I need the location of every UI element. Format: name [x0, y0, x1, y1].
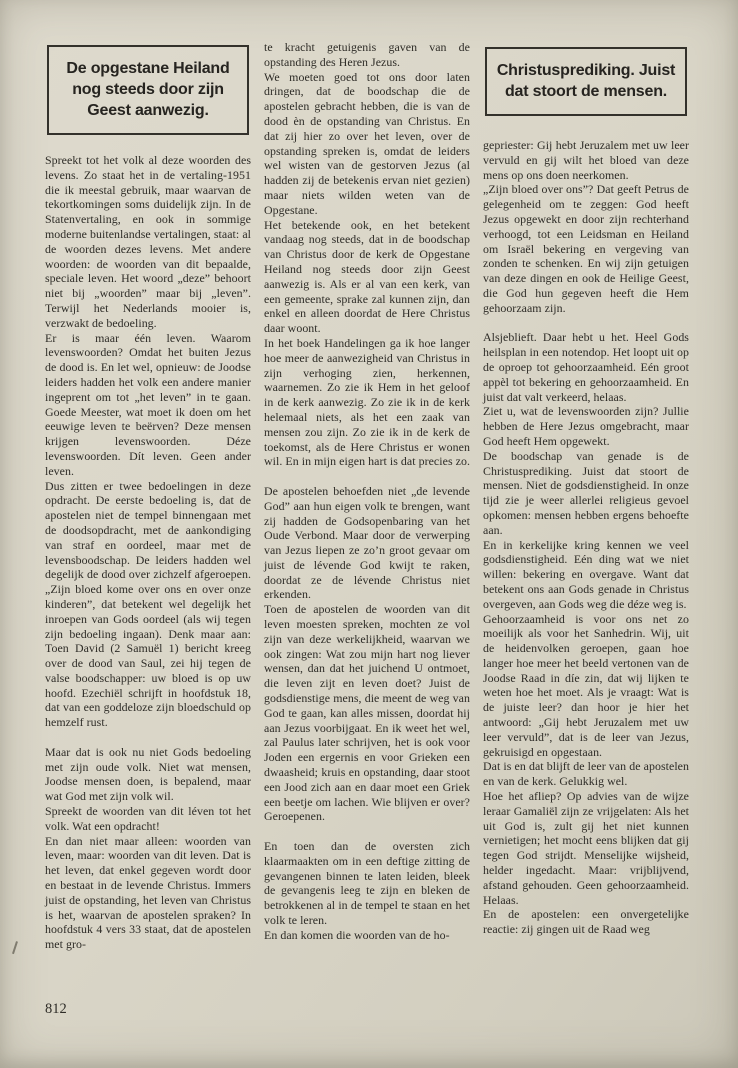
paragraph: En in kerkelijke kring kennen we veel godsdienstigheid. Eén ding wat we niet willen: bekering en overgave. Want dat betekent ons aan Gods genade in Christus overgeven, aan Gods weg die déze weg is. — [483, 537, 689, 611]
paragraph: En de apostelen: een onvergetelijke reactie: zij gingen uit de Raad weg — [483, 907, 689, 937]
paragraph: En toen dan de oversten zich klaarmaakten om in een deftige zitting de gevangenen binnen te laten leiden, bleek de gevangenis leeg te zijn en bleken de betrokkenen al in de tempel te staan en het volk te leren. — [264, 839, 470, 928]
paragraph: In het boek Handelingen ga ik hoe langer hoe meer de aanwezigheid van Christus in zijn verhoging zien, herkennen, waarnemen. Zo zie ik Hem in het geloof in de kerk aanwezig. Zo zie ik in de kerk helemaal niets, als het een zaak van mensen zou zijn. Zo zie ik in de kerk de toekomst, als de Here Christus er wonen wil. En in mijn eigen hart is dat precies zo. — [264, 335, 470, 469]
paragraph: Er is maar één leven. Waarom levenswoorden? Omdat het buiten Jezus de dood is. En let wel, opnieuw: de Joodse leiders hadden het volk een andere manier ingeprent om tot „het leven” in te gaan. Goede Meester, wat moet ik doen om het eeuwige leven te beërven? Deze mensen krijgen levenswoorden. Déze levenswoorden. Dít leven. Geen ander leven. — [45, 330, 251, 478]
paragraph: De boodschap van genade is de Christusprediking. Juist dat stoort de mensen. Niet de godsdienstigheid. In onze tijd zie je weer allerlei religieus gevoel opkomen: mensen hebben ergens behoefte aan. — [483, 448, 689, 537]
paragraph: „Zijn bloed over ons”? Dat geeft Petrus de gelegenheid om te zeggen: God heeft Jezus opgewekt en door zijn rechterhand verhoogd, tot een Leidsman en Heiland om Israël bekering en vergeving van zonden te schenken. En wij zijn getuigen van deze dingen en ook de Heilige Geest, die God hun gegeven heeft die Hem gehoorzaam zijn. — [483, 182, 689, 315]
column-left — [45, 40, 251, 952]
paragraph: We moeten goed tot ons door laten dringen, dat de boodschap die de apostelen gebracht hebben, die is van de dood èn de opstanding van Christus. En dat zij hier zo over het leven, over de opstanding spreken is, omdat de leiders wel wisten van de gestorven Jezus (al hadden zij de betekenis ervan niet gezien) maar niets wilden weten van de Opgestane. — [264, 69, 470, 217]
article-title-box-left — [47, 45, 249, 135]
paragraph: Het betekende ook, en het betekent vandaag nog steeds, dat in de boodschap van Christus door de kerk de Opgestane Heiland nog steeds door zijn Geest aanwezig is. Als er al van een kerk, van een gemeente, sprake zal kunnen zijn, dan enkel en alleen doordat de Here Christus daar woont. — [264, 217, 470, 336]
column-right-text — [483, 138, 689, 937]
paragraph: te kracht getuigenis gaven van de opstanding des Heren Jezus. — [264, 40, 470, 69]
paragraph: Spreekt de woorden van dit léven tot het volk. Wat een opdracht! — [45, 804, 251, 833]
column-middle-text — [264, 40, 470, 943]
paragraph: Maar dat is ook nu niet Gods bedoeling met zijn oude volk. Niet wat mensen, Joodse mensen doen, is bepalend, maar wat God met zijn volk wil. — [45, 744, 251, 804]
page-number: 812 — [45, 1001, 67, 1017]
paragraph: Ziet u, wat de levenswoorden zijn? Jullie hebben de Here Jezus omgebracht, maar God heeft Hem opgewekt. — [483, 404, 689, 448]
paragraph: De apostelen behoefden niet „de levende God” aan hun eigen volk te brengen, want zij hadden de Godsopenbaring van het Oude Verbond. Maar door de verwerping van Jezus liepen ze zo’n groot gevaar om juist de lévende God kwijt te raken, doordat ze de lévende Christus niet erkenden. — [264, 483, 470, 602]
column-middle — [264, 40, 470, 952]
paragraph: Gehoorzaamheid is voor ons net zo moeilijk als voor het Sanhedrin. Wij, uit de heidenvolken geroepen, gaan hoe langer hoe meer het beeld vertonen van de Joodse Raad in díe zin, dat wij lijken te weten hoe het moet. Als je vraagt: Wat is de juiste leer? dan hoor je hier het antwoord: „Gij hebt Jeruzalem met uw leer vervuld”, dat is de leer van Jezus, gekruisigd en opgestaan. — [483, 611, 689, 759]
paragraph: gepriester: Gij hebt Jeruzalem met uw leer vervuld en gij wilt het bloed van deze mens op ons doen neerkomen. — [483, 138, 689, 182]
article-title-box-right — [485, 47, 687, 116]
paragraph: Alsjeblieft. Daar hebt u het. Heel Gods heilsplan in een notendop. Het loopt uit op de oproep tot gehoorzaamheid. Eén groot appèl tot bekering en gehoorzaamheid. En juist dat valt verkeerd, helaas. — [483, 330, 689, 404]
article-columns — [45, 40, 689, 952]
column-left-text — [45, 153, 251, 952]
article-title-left: De opgestane Heiland nog steeds door zijn Geest aanwezig. — [66, 60, 230, 119]
paragraph: En dan niet maar alleen: woorden van leven, maar: woorden van dit leven. Dat is het leven, dat enkel gegeven wordt door en bestaat in de levende Christus. Immers juist de opstanding, het leven van Christus is het, waarvan de apostelen spraken? In hoofdstuk 4 vers 33 staat, dat de apostelen met gro- — [45, 833, 251, 952]
scan-artifact-mark — [12, 941, 17, 954]
article-title-right: Christusprediking. Juist dat stoort de mensen. — [496, 62, 676, 100]
paragraph: Dus zitten er twee bedoelingen in deze opdracht. De eerste bedoeling is, dat de apostelen niet de tempel binnengaan met de doodsopdracht, met de aankondiging van straf en oordeel, maar met de levensboodschap. De leiders hadden wel degelijk de dood over zichzelf afgeroepen. „Zijn bloed kome over ons en over onze kinderen”, dat betekent wel degelijk het inroepen van Gods oordeel (als wij tegen zijn bedoeling ingaan). Denk maar aan: Toen David (2 Samuël 1) bericht kreeg over de dood van Saul, zei hij tegen de valse boodschapper: uw bloed is op uw hoofd. Ezechiël schrijft in hoofdstuk 18, dat van een goddeloze zijn bloedschuld op hemzelf rust. — [45, 478, 251, 730]
column-right — [483, 40, 689, 952]
paragraph: Toen de apostelen de woorden van dit leven moesten spreken, mochten ze vol zijn van deze werkelijkheid, waarvan we ook zingen: Wat zou mijn hart nog liever wensen, dan dat het juichend U ontmoet, die leven zijt en leven doet? Juist de godsdienstige mens, die meent de weg van God te gaan, kan alles missen, doordat hij aan Jezus voorbijgaat. En ik weet het wel, zal Paulus later schrijven, het is ook voor Joden een ergernis en voor Grieken een dwaasheid; kruis en opstanding, daar stoot een Jood zich aan en daar moet een Griek een beetje om lachen. Wie blijven er over? Geroepenen. — [264, 602, 470, 824]
paragraph: En dan komen die woorden van de ho- — [264, 927, 450, 942]
paragraph: Spreekt tot het volk al deze woorden des levens. Zo staat het in de vertaling-1951 die ik meestal gebruik, maar waarvan de tekortkomingen soms duidelijk zijn. In de Statenvertaling, en ook in sommige moderne buitenlandse vertalingen, staat: al de woorden dezes levens. Met andere woorden: de woorden van dit bepaalde, speciale leven. Het woord „deze” behoort niet bij „woorden” maar bij „leven”. Terwijl het Nederlands mooier is, verzwakt de bedoeling. — [45, 153, 251, 330]
paragraph: Hoe het afliep? Op advies van de wijze leraar Gamaliël zijn ze vrijgelaten: Als het uit God is, zult gij het niet kunnen vernietigen; het mocht eens blijken dat gij tegen God strijdt. Menselijke wijsheid, helder ingedacht. Maar: vrijblijvend, afstand gehouden. Geen gehoorzaamheid. Helaas. — [483, 789, 689, 907]
paragraph: Dat is en dat blijft de leer van de apostelen en van de kerk. Gelukkig wel. — [483, 759, 689, 789]
